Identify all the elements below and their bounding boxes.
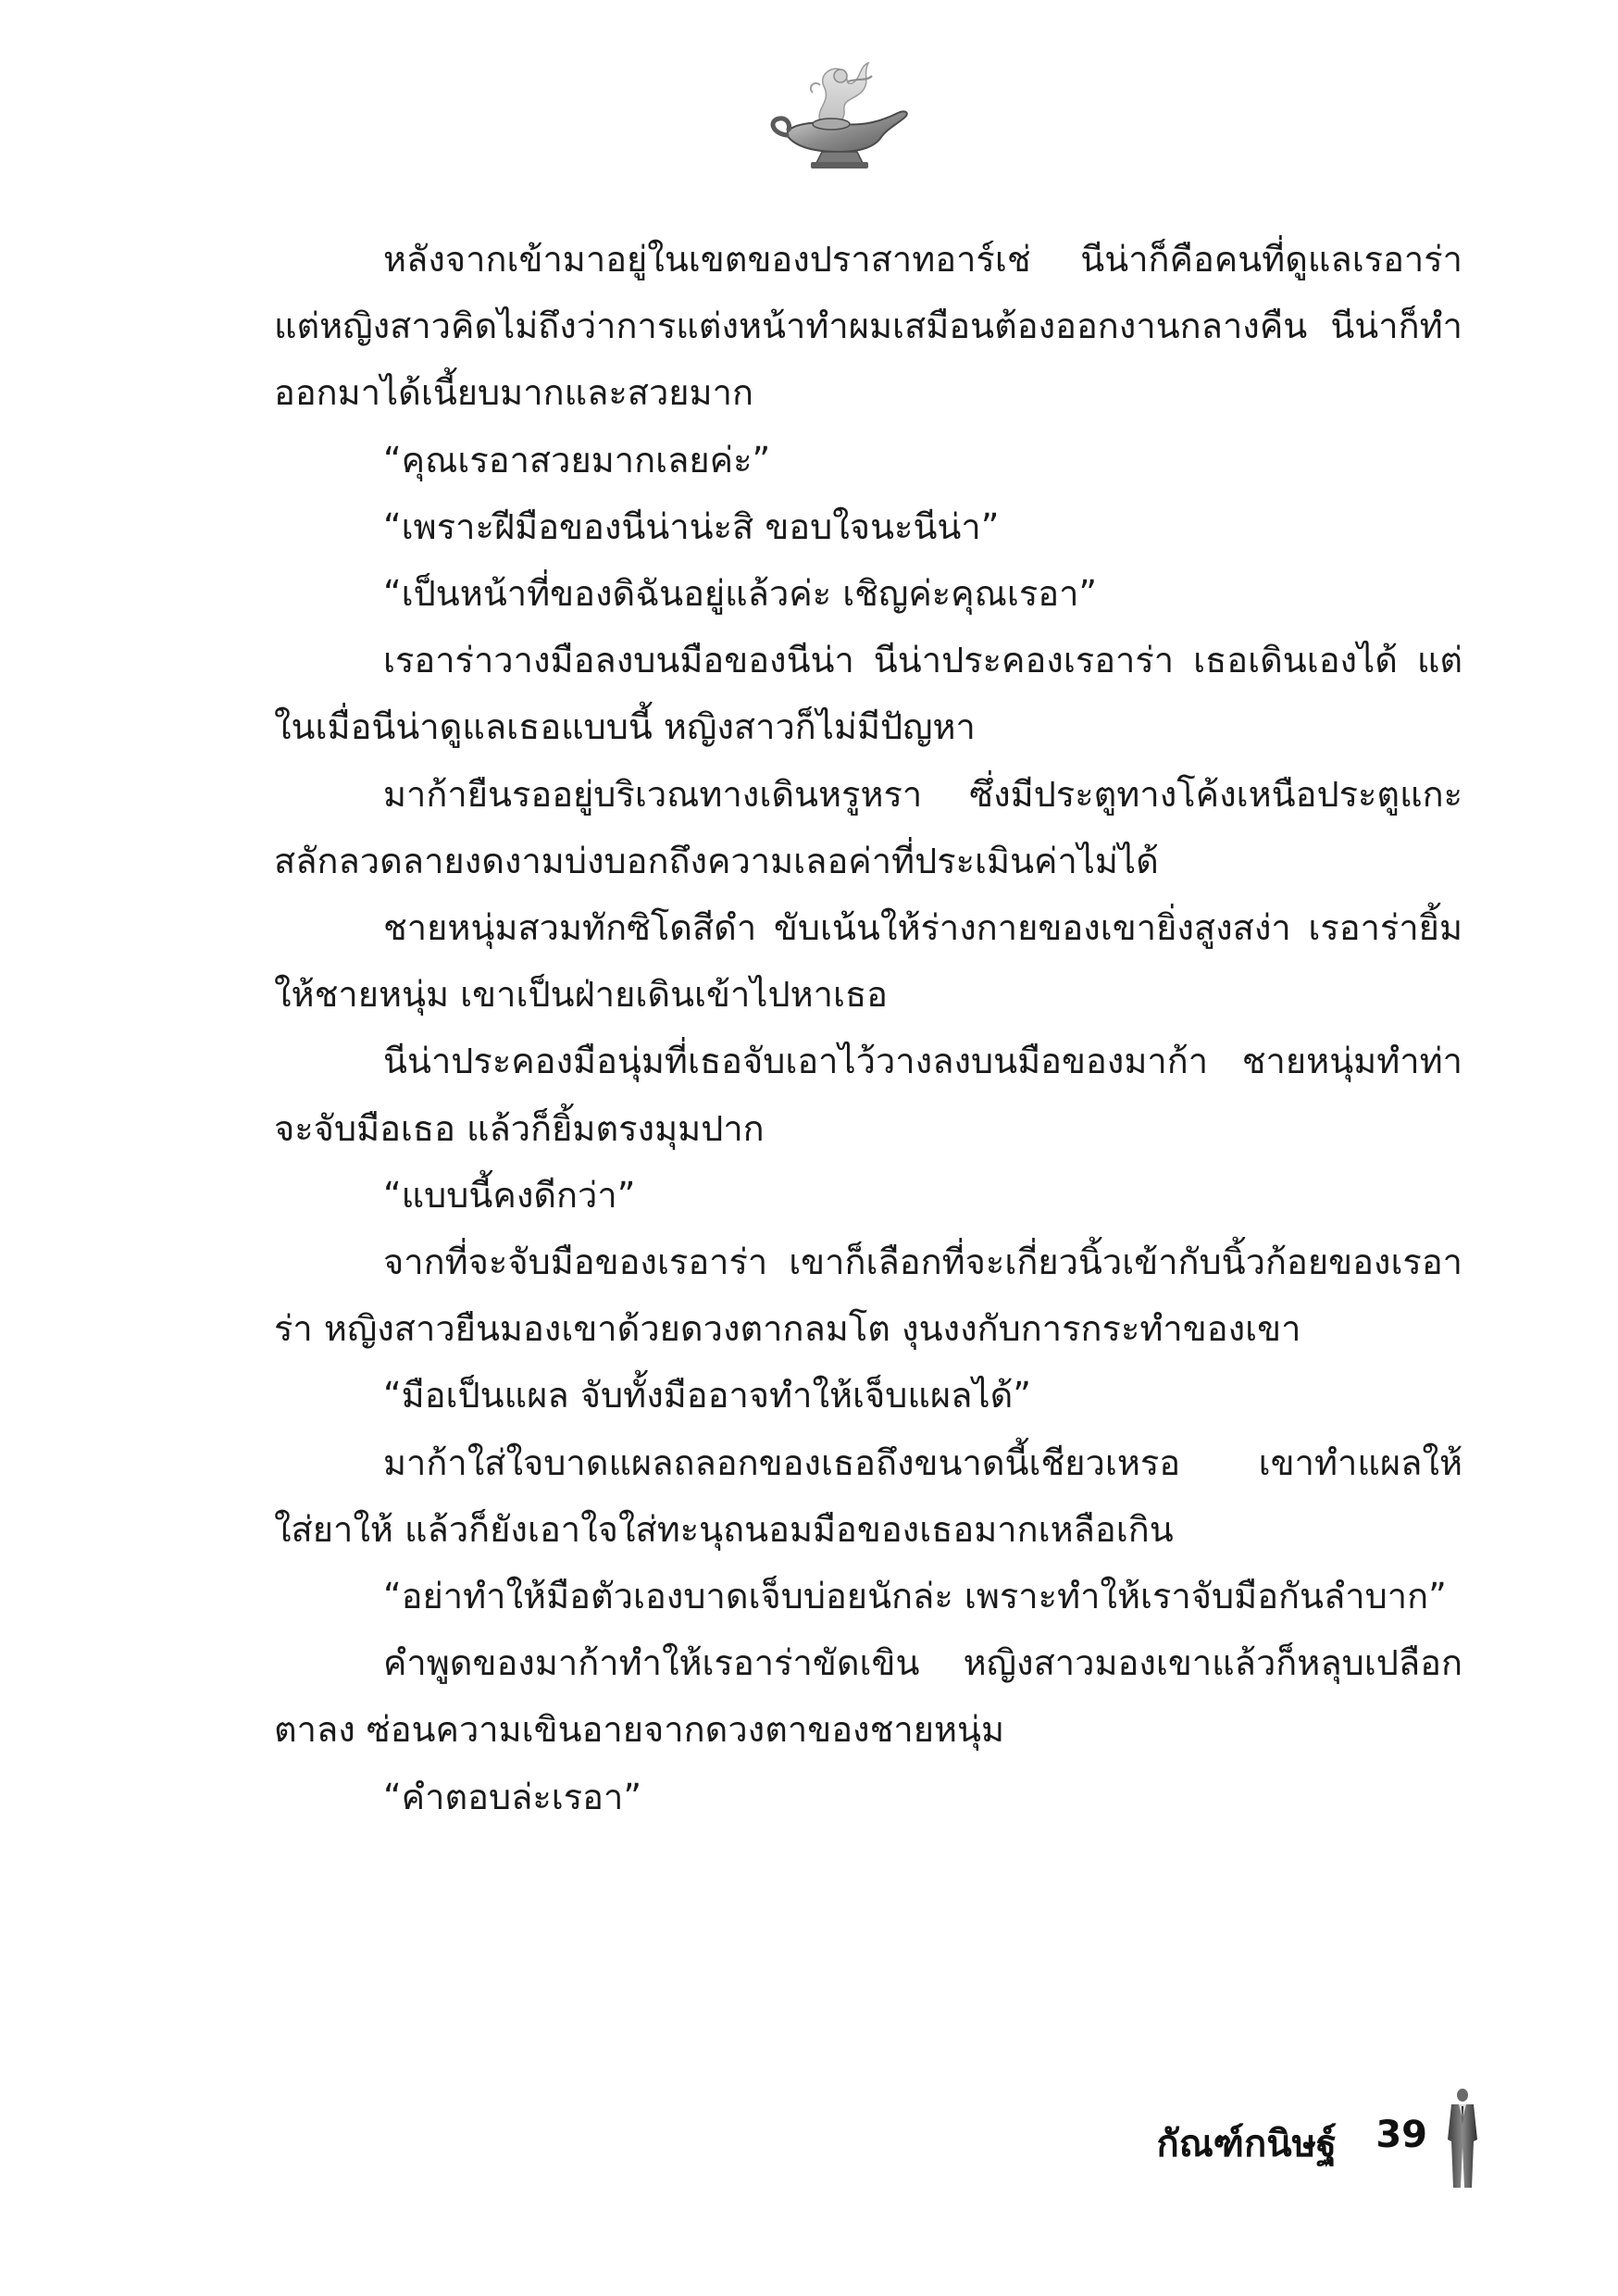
genie-lamp-icon — [759, 54, 916, 174]
page-number: 39 — [1375, 2114, 1427, 2156]
paragraph: เรอาร่าวางมือลงบนมือของนีน่า นีน่าประคองเรอาร่า เธอเดินเองได้ แต่ในเมื่อนีน่าดูแลเธอแบบนี้ หญิงสาวก็ไม่มีปัญหา — [274, 640, 1462, 748]
paragraph: “เป็นหน้าที่ของดิฉันอยู่แล้วค่ะ เชิญค่ะคุณเรอา” — [383, 573, 1098, 615]
paragraph: หลังจากเข้ามาอยู่ในเขตของปราสาทอาร์เช่ นีน่าก็คือคนที่ดูแลเรอาร่า แต่หญิงสาวคิดไม่ถึงว่าการแต่งหน้าทำผมเสมือนต้องออกงานกลางคืน นีน่าก็ทำออกมาได้เนี้ยบมากและสวยมาก — [274, 239, 1462, 414]
paragraph: คำพูดของมาก้าทำให้เรอาร่าขัดเขิน หญิงสาวมองเขาแล้วก็หลุบเปลือกตาลง ซ่อนความเขินอายจากดวงตาของชายหนุ่ม — [274, 1642, 1462, 1751]
paragraph: “มือเป็นแผล จับทั้งมืออาจทำให้เจ็บแผลได้” — [383, 1375, 1031, 1416]
paragraph: มาก้าใส่ใจบาดแผลถลอกของเธอถึงขนาดนี้เชียวเหรอ เขาทำแผลให้ ใส่ยาให้ แล้วก็ยังเอาใจใส่ทะนุถนอมมือของเธอมากเหลือเกิน — [274, 1441, 1462, 1550]
body-text — [274, 226, 1462, 1830]
paragraph: ชายหนุ่มสวมทักซิโดสีดำ ขับเน้นให้ร่างกายของเขายิ่งสูงสง่า เรอาร่ายิ้มให้ชายหนุ่ม เขาเป็นฝ่ายเดินเข้าไปหาเธอ — [274, 907, 1462, 1016]
paragraph: มาก้ายืนรออยู่บริเวณทางเดินหรูหรา ซึ่งมีประตูทางโค้งเหนือประตูแกะสลักลวดลายงดงามบ่งบอกถึงความเลอค่าที่ประเมินค่าไม่ได้ — [274, 773, 1462, 881]
paragraph: จากที่จะจับมือของเรอาร่า เขาก็เลือกที่จะเกี่ยวนิ้วเข้ากับนิ้วก้อยของเรอาร่า หญิงสาวยืนมองเขาด้วยดวงตากลมโต งุนงงกับการกระทำของเขา — [274, 1242, 1462, 1350]
paragraph: “อย่าทำให้มือตัวเองบาดเจ็บบ่อยนักล่ะ เพราะทำให้เราจับมือกันลำบาก” — [383, 1576, 1447, 1617]
paragraph: นีน่าประคองมือนุ่มที่เธอจับเอาไว้วางลงบนมือของมาก้า ชายหนุ่มทำท่าจะจับมือเธอ แล้วก็ยิ้มตรงมุมปาก — [274, 1041, 1462, 1149]
paragraph: “คำตอบล่ะเรอา” — [383, 1776, 642, 1817]
page-footer — [1064, 2088, 1500, 2194]
suit-figure-icon — [1442, 2088, 1483, 2191]
book-title: กัณฑ์กนิษฐ์ — [1156, 2123, 1337, 2165]
paragraph: “คุณเรอาสวยมากเลยค่ะ” — [383, 439, 771, 480]
paragraph: “แบบนี้คงดีกว่า” — [383, 1174, 636, 1216]
paragraph: “เพราะฝีมือของนีน่าน่ะสิ ขอบใจนะนีน่า” — [383, 505, 1000, 547]
